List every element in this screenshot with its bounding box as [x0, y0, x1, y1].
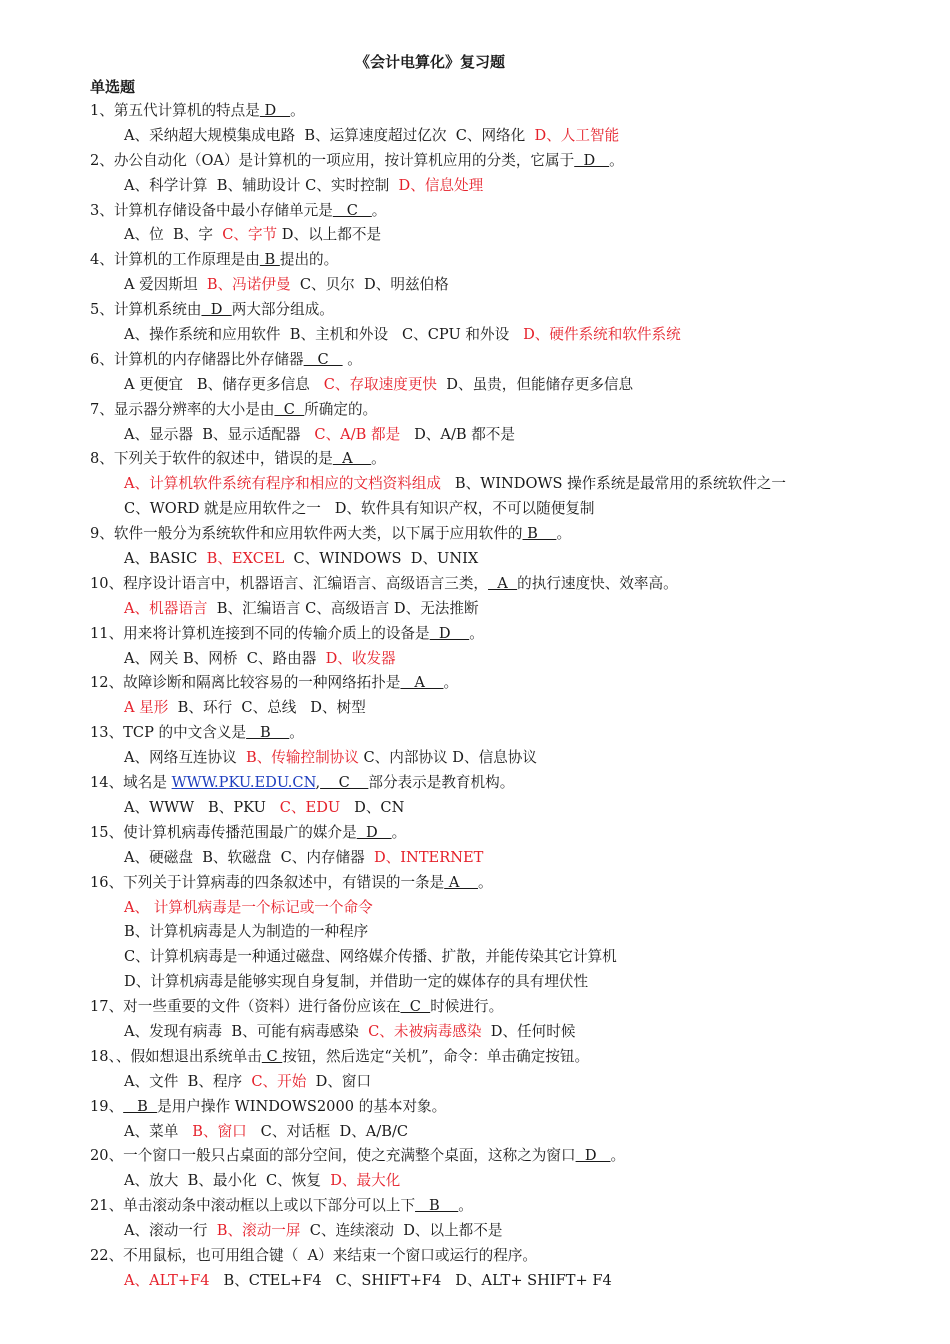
option-line	[0, 597, 950, 622]
line-text: 2、办公自动化（OA）是计算机的一项应用，按计算机应用的分类，它属于	[90, 151, 575, 169]
line-text: A、WWW B、PKU	[124, 798, 280, 816]
line-text: 的执行速度快、效率高。	[517, 574, 678, 592]
option-line	[0, 373, 950, 398]
option-line	[0, 796, 950, 821]
domain-link[interactable]: WWW.PKU.EDU.CN	[171, 774, 316, 792]
question-line	[0, 721, 950, 746]
answer-blank: D	[574, 151, 610, 169]
line-text: 。	[556, 525, 572, 543]
question-line	[0, 771, 950, 796]
correct-option: C、字节	[222, 226, 278, 244]
question-line	[0, 99, 950, 124]
line-text: A、放大 B、最小化 C、恢复	[124, 1172, 331, 1190]
line-text: A、科学计算 B、辅助设计 C、实时控制	[124, 176, 399, 194]
correct-option: D、最大化	[330, 1172, 401, 1190]
line-text: 22、不用鼠标，也可用组合键（ A）来结束一个窗口或运行的程序。	[90, 1246, 538, 1264]
line-text: D、A/B 都不是	[400, 425, 515, 443]
line-text: A、位 B、字	[124, 226, 223, 244]
line-text: 1、第五代计算机的特点是	[90, 102, 260, 119]
line-text: D、任何时候	[481, 1022, 576, 1040]
line-text: A、网关 B、网桥 C、路由器	[124, 649, 326, 667]
line-text: 。	[469, 624, 484, 642]
question-line	[0, 995, 950, 1020]
line-text: 12、故障诊断和隔离比较容易的一种网络拓扑是	[90, 674, 401, 692]
line-text: A、发现有病毒 B、可能有病毒感染	[124, 1022, 369, 1040]
line-text: A 爱因斯坦	[124, 276, 207, 294]
line-text: C、WINDOWS D、UNIX	[284, 550, 479, 568]
line-text: C、连续滚动 D、以上都不是	[300, 1222, 503, 1240]
line-text: 3、计算机存储设备中最小存储单元是	[90, 201, 333, 219]
line-text: B、环行 C、总线 D、树型	[168, 699, 366, 717]
option-line	[0, 497, 950, 522]
question-line	[0, 821, 950, 846]
line-text: A、显示器 B、显示适配器	[124, 425, 315, 443]
line-text: 17、对一些重要的文件（资料）进行备份应该在	[90, 998, 401, 1016]
correct-option: C、开始	[251, 1072, 307, 1090]
line-text: 14、域名是	[90, 774, 172, 792]
question-line	[0, 871, 950, 896]
answer-blank: C	[320, 774, 369, 792]
line-text: A、菜单	[124, 1122, 193, 1140]
option-line	[0, 174, 950, 199]
correct-option: A、机器语言	[124, 599, 208, 617]
correct-option: D、信息处理	[398, 176, 484, 194]
option-line	[0, 1070, 950, 1095]
line-text: 按钮，然后选定“关机”，命令：单击确定按钮。	[282, 1047, 590, 1065]
correct-option: B、窗口	[192, 1122, 247, 1140]
line-text: 19、	[90, 1097, 124, 1115]
line-text: 9、软件一般分为系统软件和应用软件两大类，以下属于应用软件的	[90, 525, 523, 543]
line-text: 时候进行。	[430, 998, 504, 1016]
correct-option: A、 计算机病毒是一个标记或一个命令	[124, 898, 373, 916]
answer-blank: A	[400, 674, 444, 692]
correct-option: A 星形	[124, 699, 169, 717]
answer-blank: B	[415, 1197, 459, 1215]
correct-option: B、滚动一屏	[216, 1222, 301, 1240]
option-line	[0, 896, 950, 921]
line-text: D、计算机病毒是能够实现自身复制，并借助一定的媒体存的具有埋伏性	[124, 973, 589, 991]
question-line	[0, 248, 950, 273]
answer-blank: C	[332, 201, 372, 219]
option-line	[0, 1120, 950, 1145]
question-line	[0, 572, 950, 597]
line-text: 20、一个窗口一般只占桌面的部分空间，使之充满整个桌面，这称之为窗口	[90, 1147, 576, 1165]
answer-blank: C	[274, 400, 305, 418]
correct-option: C、EDU	[279, 798, 341, 816]
line-text: 11、用来将计算机连接到不同的传输介质上的设备是	[90, 624, 430, 642]
question-line	[0, 298, 950, 323]
option-line	[0, 746, 950, 771]
question-line	[0, 1194, 950, 1219]
question-line	[0, 199, 950, 224]
line-text: 。	[289, 724, 304, 742]
option-line	[0, 472, 950, 497]
line-text: A、操作系统和应用软件 B、主机和外设 C、CPU 和外设	[124, 326, 524, 344]
line-text: 部分表示是教育机构。	[368, 774, 515, 792]
line-text: A、硬磁盘 B、软磁盘 C、内存储器	[124, 848, 374, 866]
line-text: 两大部分组成。	[231, 301, 334, 319]
line-text: 5、计算机系统由	[90, 301, 202, 319]
option-line	[0, 945, 950, 970]
answer-blank: D	[356, 823, 392, 841]
line-text: 。	[342, 350, 362, 368]
line-text: ,	[315, 774, 321, 792]
option-line	[0, 1020, 950, 1045]
correct-option: A、ALT+F4	[124, 1271, 210, 1289]
option-line	[0, 323, 950, 348]
line-text: A、滚动一行	[124, 1222, 217, 1240]
line-text: D、CN	[340, 798, 405, 816]
option-line	[0, 223, 950, 248]
line-text: C、计算机病毒是一种通过磁盘、网络媒介传播、扩散，并能传染其它计算机	[124, 948, 617, 966]
question-line	[0, 447, 950, 472]
line-text: 。	[391, 823, 407, 841]
correct-option: C、存取速度更快	[323, 375, 438, 393]
question-line	[0, 522, 950, 547]
line-text: 所确定的。	[304, 400, 378, 418]
option-line	[0, 1219, 950, 1244]
line-text: 。	[610, 1147, 626, 1165]
option-line	[0, 970, 950, 995]
line-text: 。	[477, 873, 493, 891]
line-text: 8、下列关于软件的叙述中，错误的是	[90, 450, 333, 468]
question-line	[0, 1095, 950, 1120]
question-line	[0, 1244, 950, 1269]
line-text: 13、TCP 的中文含义是	[90, 724, 247, 742]
question-line	[0, 622, 950, 647]
correct-option: A、计算机软件系统有程序和相应的文档资料组成	[124, 475, 442, 493]
line-text: B、计算机病毒是人为制造的一种程序	[124, 923, 369, 941]
correct-option: B、传输控制协议	[245, 749, 359, 767]
line-text: A、网络互连协议	[124, 749, 246, 767]
line-text: 18、、假如想退出系统单击	[90, 1047, 262, 1065]
line-text: 。	[443, 674, 459, 692]
line-text: A、文件 B、程序	[124, 1072, 252, 1090]
line-text: D、以上都不是	[277, 226, 382, 244]
line-text: 提出的。	[279, 251, 339, 269]
answer-blank: B	[246, 724, 290, 742]
option-line	[0, 124, 950, 149]
correct-option: D、硬件系统和软件系统	[523, 326, 681, 344]
option-line	[0, 1169, 950, 1194]
line-text: A、BASIC	[124, 550, 207, 568]
option-line	[0, 1269, 950, 1294]
question-line	[0, 1045, 950, 1070]
option-line	[0, 273, 950, 298]
line-text: 。	[458, 1197, 473, 1215]
line-text: B、汇编语言 C、高级语言 D、无法推断	[207, 599, 479, 617]
line-text: 。	[371, 450, 386, 468]
line-text: D、虽贵，但能储存更多信息	[437, 375, 634, 393]
question-line	[0, 671, 950, 696]
correct-option: D、收发器	[325, 649, 396, 667]
answer-blank: B	[259, 251, 280, 269]
answer-blank: D	[259, 102, 291, 119]
line-text: 16、下列关于计算病毒的四条叙述中，有错误的一条是	[90, 873, 445, 891]
line-text: D、窗口	[306, 1072, 372, 1090]
answer-blank: A	[444, 873, 478, 891]
correct-option: C、未被病毒感染	[368, 1022, 482, 1040]
answer-blank: C	[261, 1047, 283, 1065]
line-text: 4、计算机的工作原理是由	[90, 251, 260, 269]
line-text: C、内部协议 D、信息协议	[358, 749, 537, 767]
line-text: 是用户操作 WINDOWS2000 的基本对象。	[157, 1097, 447, 1115]
option-line	[0, 647, 950, 672]
answer-blank: D	[201, 301, 232, 319]
option-line	[0, 846, 950, 871]
line-text: 。	[290, 102, 305, 119]
section-heading: 单选题	[90, 78, 136, 96]
line-text: 6、计算机的内存储器比外存储器	[90, 350, 304, 368]
line-text: 15、使计算机病毒传播范围最广的媒介是	[90, 823, 357, 841]
option-line	[0, 423, 950, 448]
answer-blank: D	[575, 1147, 611, 1165]
correct-option: B、冯诺伊曼	[206, 276, 291, 294]
line-text: C、WORD 就是应用软件之一 D、软件具有知识产权，不可以随便复制	[124, 500, 595, 518]
answer-blank: C	[400, 998, 431, 1016]
question-line	[0, 398, 950, 423]
answer-blank: A	[332, 450, 372, 468]
question-list	[0, 99, 950, 1294]
correct-option: C、A/B 都是	[314, 425, 401, 443]
line-text: B、WINDOWS 操作系统是最常用的系统软件之一	[441, 475, 786, 493]
line-text: C、对话框 D、A/B/C	[246, 1122, 409, 1140]
answer-blank: A	[488, 574, 518, 592]
line-text: 7、显示器分辨率的大小是由	[90, 400, 275, 418]
answer-blank: B	[522, 525, 557, 543]
line-text: A 更便宜 B、储存更多信息	[124, 375, 324, 393]
answer-blank: B	[123, 1097, 158, 1115]
option-line	[0, 547, 950, 572]
option-line	[0, 920, 950, 945]
answer-blank: D	[429, 624, 470, 642]
question-line	[0, 149, 950, 174]
correct-option: D、人工智能	[534, 126, 620, 144]
correct-option: B、EXCEL	[206, 550, 285, 568]
question-line	[0, 348, 950, 373]
document-title: 《会计电算化》复习题	[354, 53, 505, 71]
line-text: 。	[371, 201, 387, 219]
answer-blank: C	[303, 350, 343, 368]
line-text: B、CTEL+F4 C、SHIFT+F4 D、ALT+ SHIFT+ F4	[209, 1271, 612, 1289]
line-text: 21、单击滚动条中滚动框以上或以下部分可以上下	[90, 1197, 416, 1215]
line-text: 。	[609, 151, 624, 169]
line-text: 10、程序设计语言中，机器语言、汇编语言、高级语言三类，	[90, 574, 489, 592]
option-line	[0, 696, 950, 721]
correct-option: D、INTERNET	[373, 848, 484, 866]
line-text: A、采纳超大规模集成电路 B、运算速度超过亿次 C、网络化	[124, 126, 535, 144]
question-line	[0, 1144, 950, 1169]
line-text: C、贝尔 D、明兹伯格	[290, 276, 449, 294]
